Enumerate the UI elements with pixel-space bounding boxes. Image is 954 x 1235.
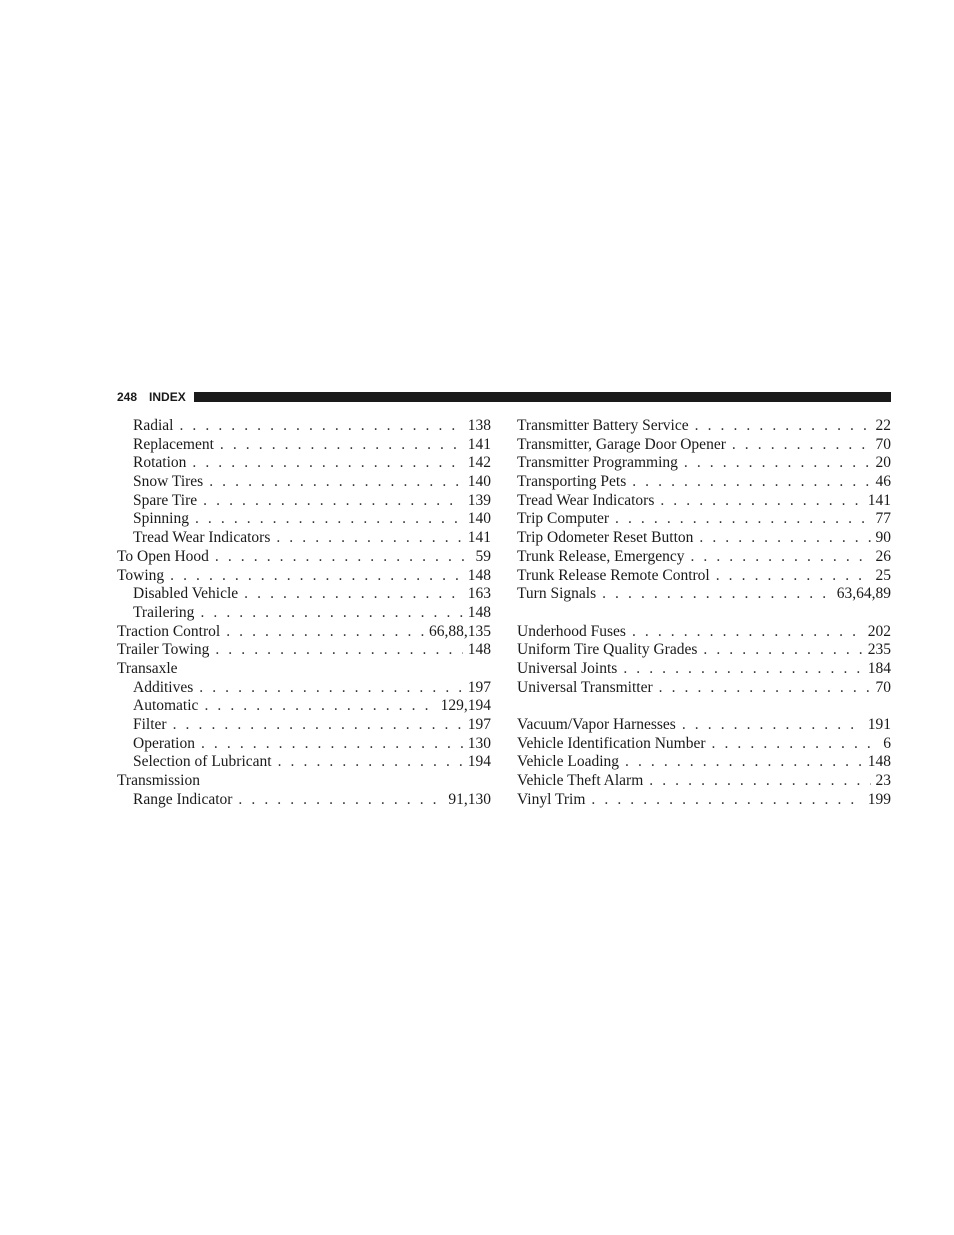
entry-page-ref: 22 — [875, 417, 891, 434]
entry-page-ref: 199 — [867, 790, 891, 808]
dot-leader — [201, 735, 463, 753]
dot-leader — [684, 454, 871, 472]
entry-page-ref: 197 — [467, 716, 491, 733]
entry-page-ref: 141 — [467, 529, 491, 547]
dot-leader — [703, 641, 862, 659]
entry-page-ref: 70 — [875, 435, 891, 453]
entry-label: Transmitter, Garage Door Opener — [517, 435, 726, 453]
index-entry — [517, 510, 891, 529]
dot-leader — [591, 791, 862, 809]
entry-label: Vehicle Identification Number — [517, 734, 706, 752]
entry-page-ref: 25 — [875, 566, 891, 584]
entry-page-ref: 70 — [875, 678, 891, 696]
entry-page-ref: 6 — [883, 734, 891, 752]
index-entry — [517, 735, 891, 754]
page-header — [117, 390, 891, 404]
entry-page-ref: 66,88,135 — [429, 622, 491, 640]
entry-label: Tread Wear Indicators — [133, 529, 271, 547]
entry-label: Transporting Pets — [517, 473, 627, 491]
index-subentry — [117, 697, 491, 716]
entry-label: Transmission — [117, 772, 200, 790]
index-subentry — [117, 436, 491, 455]
index-subentry — [117, 735, 491, 754]
dot-leader — [238, 791, 443, 809]
entry-label: Universal Transmitter — [517, 678, 653, 696]
dot-leader — [695, 417, 871, 435]
dot-leader — [192, 454, 462, 472]
entry-label: Universal Joints — [517, 659, 618, 677]
dot-leader — [173, 716, 463, 734]
entry-label: Disabled Vehicle — [133, 585, 239, 603]
index-entry — [517, 679, 891, 698]
dot-leader — [659, 679, 871, 697]
index-entry — [117, 567, 491, 586]
entry-page-ref: 194 — [467, 753, 491, 771]
index-entry — [517, 417, 891, 436]
dot-leader — [660, 492, 862, 510]
entry-label: Selection of Lubricant — [133, 753, 272, 771]
entry-page-ref: 141 — [467, 435, 491, 453]
dot-leader — [215, 641, 462, 659]
entry-page-ref: 142 — [467, 454, 491, 472]
dot-leader — [244, 585, 463, 603]
dot-leader — [209, 473, 463, 491]
dot-leader — [716, 567, 871, 585]
index-subentry — [117, 716, 491, 735]
dot-leader — [199, 679, 462, 697]
entry-page-ref: 139 — [467, 491, 491, 509]
entry-label: Additives — [133, 678, 194, 696]
index-entry — [117, 548, 491, 567]
dot-leader — [682, 716, 863, 734]
entry-label: Snow Tires — [133, 473, 204, 491]
entry-label: Operation — [133, 734, 195, 752]
entry-label: Radial — [133, 417, 174, 434]
dot-leader — [632, 473, 870, 491]
dot-leader — [699, 529, 870, 547]
entry-page-ref: 59 — [475, 547, 491, 565]
entry-label: Trip Computer — [517, 510, 610, 528]
index-entry — [117, 772, 491, 791]
entry-page-ref: 148 — [467, 641, 491, 659]
entry-label: Trailer Towing — [117, 641, 210, 659]
entry-page-ref: 148 — [467, 566, 491, 584]
entry-page-ref: 46 — [875, 473, 891, 491]
index-entry — [517, 529, 891, 548]
index-subentry — [117, 753, 491, 772]
entry-page-ref: 191 — [867, 716, 891, 733]
dot-leader — [632, 623, 863, 641]
entry-label: Vehicle Theft Alarm — [517, 772, 644, 790]
entry-label: Spinning — [133, 510, 189, 528]
index-entry — [517, 585, 891, 604]
index-entry — [517, 753, 891, 772]
entry-page-ref: 63,64,89 — [836, 585, 891, 603]
entry-label: Transmitter Programming — [517, 454, 678, 472]
index-subentry — [117, 529, 491, 548]
entry-label: Underhood Fuses — [517, 622, 626, 640]
entry-label: Trailering — [133, 603, 195, 621]
entry-label: Vehicle Loading — [517, 753, 620, 771]
entry-page-ref: 140 — [467, 473, 491, 491]
dot-leader — [204, 697, 435, 715]
header-rule-bar — [194, 392, 891, 402]
entry-label: Filter — [133, 716, 167, 733]
index-entry — [117, 641, 491, 660]
index-entry — [517, 454, 891, 473]
index-entry — [517, 567, 891, 586]
dot-leader — [623, 660, 862, 678]
index-entry — [117, 623, 491, 642]
entry-label: Trip Odometer Reset Button — [517, 529, 694, 547]
letter-group-spacer — [517, 604, 891, 623]
entry-label: Tread Wear Indicators — [517, 491, 655, 509]
dot-leader — [690, 548, 870, 566]
entry-label: Trunk Release, Emergency — [517, 547, 685, 565]
dot-leader — [203, 492, 463, 510]
entry-page-ref: 202 — [867, 622, 891, 640]
entry-page-ref: 163 — [467, 585, 491, 603]
entry-label: Range Indicator — [133, 790, 233, 808]
entry-page-ref: 235 — [867, 641, 891, 659]
index-subentry — [117, 679, 491, 698]
dot-leader — [732, 436, 871, 454]
dot-leader — [170, 567, 463, 585]
entry-label: To Open Hood — [117, 547, 209, 565]
index-subentry — [117, 604, 491, 623]
dot-leader — [220, 436, 463, 454]
entry-page-ref: 140 — [467, 510, 491, 528]
entry-page-ref: 129,194 — [440, 697, 491, 715]
index-entry — [517, 660, 891, 679]
entry-label: Vacuum/Vapor Harnesses — [517, 716, 676, 733]
entry-page-ref: 130 — [467, 734, 491, 752]
dot-leader — [602, 585, 832, 603]
dot-leader — [276, 529, 462, 547]
entry-page-ref: 148 — [867, 753, 891, 771]
entry-page-ref: 91,130 — [448, 790, 491, 808]
index-entry — [517, 436, 891, 455]
entry-label: Vinyl Trim — [517, 790, 586, 808]
entry-page-ref: 184 — [867, 659, 891, 677]
index-entry — [517, 772, 891, 791]
index-subentry — [117, 791, 491, 810]
entry-page-ref: 148 — [467, 603, 491, 621]
dot-leader — [226, 623, 424, 641]
dot-leader — [179, 417, 462, 435]
index-subentry — [117, 510, 491, 529]
section-title: INDEX — [149, 390, 186, 404]
index-entry — [517, 716, 891, 735]
entry-page-ref: 77 — [875, 510, 891, 528]
index-entry — [117, 660, 491, 679]
dot-leader — [215, 548, 471, 566]
entry-page-ref: 141 — [867, 491, 891, 509]
entry-page-ref: 20 — [875, 454, 891, 472]
entry-label: Spare Tire — [133, 491, 198, 509]
index-subentry — [117, 492, 491, 511]
entry-page-ref: 90 — [875, 529, 891, 547]
dot-leader — [625, 753, 863, 771]
index-entry — [517, 623, 891, 642]
entry-page-ref: 23 — [875, 772, 891, 790]
index-column-left — [117, 417, 491, 809]
entry-page-ref: 26 — [875, 547, 891, 565]
entry-label: Uniform Tire Quality Grades — [517, 641, 698, 659]
index-subentry — [117, 454, 491, 473]
letter-group-spacer — [517, 697, 891, 716]
dot-leader — [200, 604, 462, 622]
dot-leader — [712, 735, 879, 753]
page-number: 248 — [117, 390, 138, 404]
index-entry — [517, 473, 891, 492]
entry-label: Transmitter Battery Service — [517, 417, 689, 434]
dot-leader — [278, 753, 463, 771]
entry-label: Turn Signals — [517, 585, 597, 603]
entry-label: Automatic — [133, 697, 199, 715]
entry-label: Rotation — [133, 454, 187, 472]
index-column-right — [517, 417, 891, 809]
entry-label: Towing — [117, 566, 165, 584]
index-subentry — [117, 417, 491, 436]
index-entry — [517, 791, 891, 810]
index-entry — [517, 641, 891, 660]
index-subentry — [117, 585, 491, 604]
entry-page-ref: 138 — [467, 417, 491, 434]
dot-leader — [615, 510, 870, 528]
index-subentry — [117, 473, 491, 492]
entry-label: Replacement — [133, 435, 214, 453]
index-entry — [517, 492, 891, 511]
entry-label: Transaxle — [117, 659, 178, 677]
entry-page-ref: 197 — [467, 678, 491, 696]
index-entry — [517, 548, 891, 567]
entry-label: Trunk Release Remote Control — [517, 566, 710, 584]
dot-leader — [649, 772, 870, 790]
entry-label: Traction Control — [117, 622, 221, 640]
dot-leader — [195, 510, 463, 528]
